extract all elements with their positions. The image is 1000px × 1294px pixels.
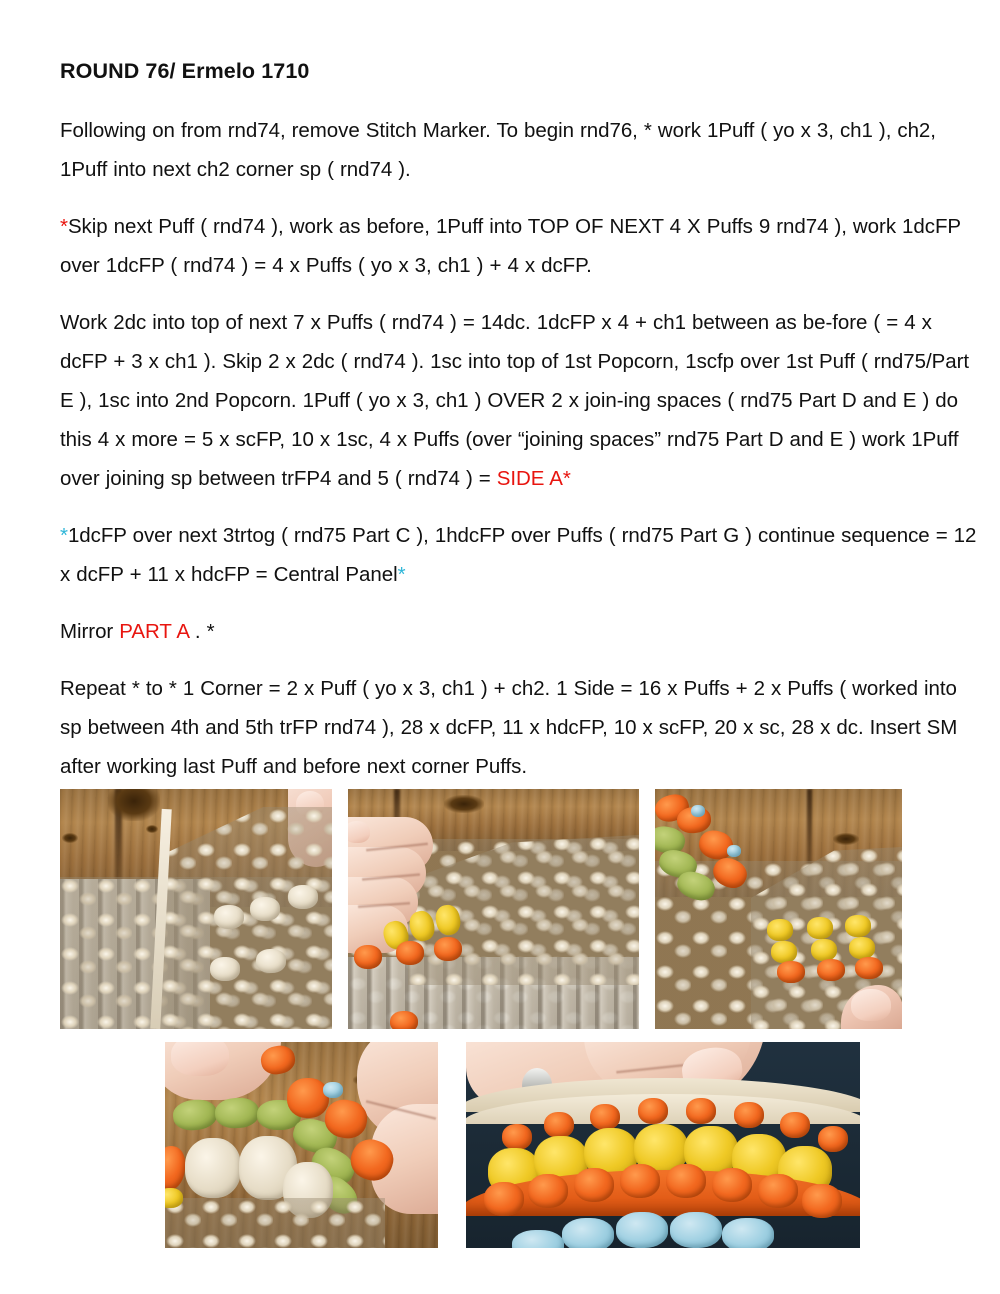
paragraph-4-run-2: 1dcFP over next 3trtog ( rnd75 Part C ), 1hdcFP over Puffs ( rnd75 Part G ) continue sequence = 12 x dcFP + 11 x hdcFP = Central Panel xyxy=(60,523,977,586)
photo-3 xyxy=(655,789,902,1029)
photo-row-bottom xyxy=(0,1042,1000,1248)
paragraph-1 xyxy=(60,111,980,189)
paragraph-1-run-1: Following on from rnd74, remove Stitch Marker. To begin rnd76, * work 1Puff ( yo x 3, ch1 ), ch2, 1Puff into next ch2 corner sp ( rnd74 ). xyxy=(60,118,936,181)
paragraph-3-run-1: Work 2dc into top of next 7 x Puffs ( rnd74 ) = 14dc. 1dcFP x 4 + ch1 between as be-fore ( = 4 x dcFP + 3 x ch1 ). Skip 2 x 2dc ( rnd74 ). 1sc into top of 1st Popcorn, 1scfp over 1st Puff ( rnd75/Part E ), 1sc into 2nd Popcorn. 1Puff ( yo x 3, ch1 ) OVER 2 x join-ing spaces ( rnd75 Part D and E ) do this 4 x more = 5 x scFP, 10 x 1sc, 4 x Puffs (over “joining spaces” rnd75 Part D and E ) work 1Puff over joining sp between trFP4 and 5 ( rnd74 ) = xyxy=(60,310,969,490)
paragraph-4-opening-asterisk: * xyxy=(60,523,68,547)
paragraph-5-part-a-label: PART A xyxy=(119,619,189,643)
paragraph-6-run-1: Repeat * to * 1 Corner = 2 x Puff ( yo x 3, ch1 ) + ch2. 1 Side = 16 x Puffs + 2 x Puffs ( worked into sp between 4th and 5th trFP rnd74 ), 28 x dcFP, 11 x hdcFP, 10 x scFP, 20 x sc, 28 x dc. Insert SM after working last Puff and before next corner Puffs. xyxy=(60,676,958,778)
photo-2 xyxy=(348,789,639,1029)
paragraph-3 xyxy=(60,303,980,498)
paragraph-2-run-2: Skip next Puff ( rnd74 ), work as before, 1Puff into TOP OF NEXT 4 X Puffs 9 rnd74 ), work 1dcFP over 1dcFP ( rnd74 ) = 4 x Puffs ( yo x 3, ch1 ) + 4 x dcFP. xyxy=(60,214,961,277)
paragraph-2-marker-asterisk: * xyxy=(60,214,68,238)
paragraph-3-side-a-label: SIDE A* xyxy=(496,466,571,490)
photo-4 xyxy=(165,1042,438,1248)
page-title: ROUND 76/ Ermelo 1710 xyxy=(60,59,310,83)
paragraph-5-run-3: . * xyxy=(188,619,215,643)
photo-row-top xyxy=(0,789,1000,1029)
paragraph-4-closing-asterisk: * xyxy=(397,562,406,586)
document-body xyxy=(60,58,980,804)
photo-gallery xyxy=(0,789,1000,1248)
paragraph-4 xyxy=(60,516,980,594)
paragraph-6 xyxy=(60,669,980,786)
paragraph-2 xyxy=(60,207,980,285)
paragraph-5 xyxy=(60,612,980,651)
photo-1 xyxy=(60,789,332,1029)
paragraph-5-run-1: Mirror xyxy=(60,619,120,643)
photo-5 xyxy=(466,1042,860,1248)
